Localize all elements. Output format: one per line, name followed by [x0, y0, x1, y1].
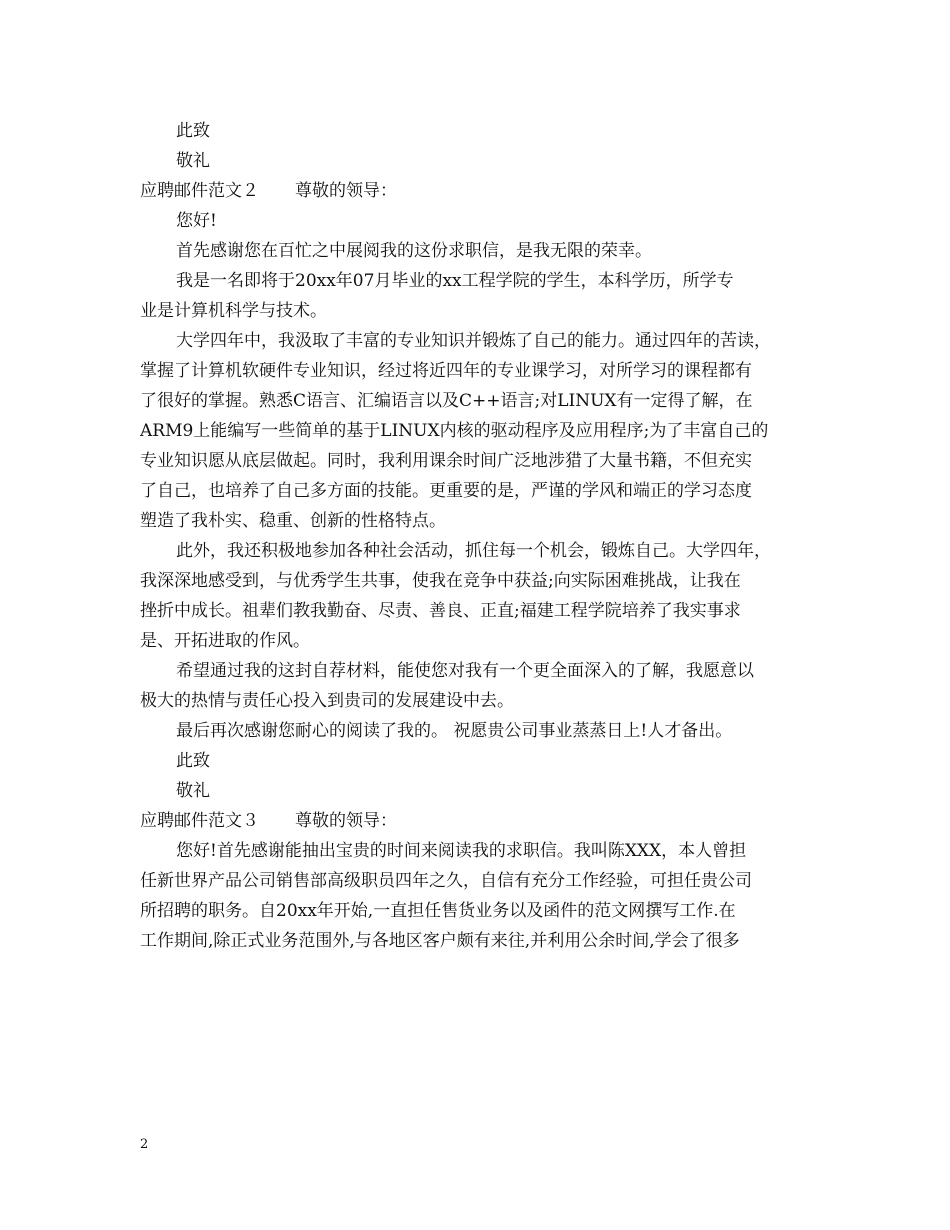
text-line: 塑造了我朴实、稳重、创新的性格特点。	[140, 511, 446, 531]
text-line: 了很好的掌握。熟悉C语言、汇编语言以及C++语言;对LINUX有一定得了解，在	[140, 391, 753, 411]
text-line: 挫折中成长。祖辈们教我勤奋、尽责、善良、正直;福建工程学院培养了我实事求	[140, 601, 741, 621]
text-line: 专业知识愿从底层做起。同时，我利用课余时间广泛地涉猎了大量书籍，不但充实	[140, 451, 752, 471]
salutation: 尊敬的领导：	[295, 181, 397, 201]
document-body	[140, 116, 820, 956]
text-line: 极大的热情与责任心投入到贵司的发展建设中去。	[140, 691, 514, 711]
text-line: 此外，我还积极地参加各种社会活动，抓住每一个机会，锻炼自己。大学四年，	[176, 541, 771, 561]
text-line: 希望通过我的这封自荐材料，能使您对我有一个更全面深入的了解，我愿意以	[176, 661, 754, 681]
text-line: 此致	[176, 751, 210, 771]
text-line: ARM9上能编写一些简单的基于LINUX内核的驱动程序及应用程序;为了丰富自己的	[140, 421, 769, 441]
section-title: 应聘邮件范文３	[140, 811, 259, 831]
text-line: 敬礼	[176, 781, 210, 801]
text-line: 工作期间,除正式业务范围外,与各地区客户颇有来往,并利用公余时间,学会了很多	[140, 931, 740, 951]
text-line: 业是计算机科学与技术。	[140, 301, 327, 321]
text-line: 了自己，也培养了自己多方面的技能。更重要的是，严谨的学风和端正的学习态度	[140, 481, 752, 501]
text-line: 敬礼	[176, 151, 210, 171]
section-heading	[140, 806, 820, 836]
text-line: 所招聘的职务。自20xx年开始,一直担任售货业务以及函件的范文网撰写工作.在	[140, 901, 736, 921]
text-line: 我是一名即将于20xx年07月毕业的xx工程学院的学生，本科学历，所学专	[176, 271, 734, 291]
text-line: 大学四年中，我汲取了丰富的专业知识并锻炼了自己的能力。通过四年的苦读，	[176, 331, 771, 351]
text-line: 我深深地感受到，与优秀学生共事，使我在竞争中获益;向实际困难挑战，让我在	[140, 571, 741, 591]
text-line: 您好!首先感谢能抽出宝贵的时间来阅读我的求职信。我叫陈XXX，本人曾担	[176, 841, 747, 861]
page-number: 2	[140, 1137, 149, 1152]
text-line: 最后再次感谢您耐心的阅读了我的。 祝愿贵公司事业蒸蒸日上!人才备出。	[176, 721, 733, 741]
section-title: 应聘邮件范文２	[140, 181, 259, 201]
text-line: 首先感谢您在百忙之中展阅我的这份求职信，是我无限的荣幸。	[176, 241, 652, 261]
salutation: 尊敬的领导：	[295, 811, 397, 831]
text-line: 掌握了计算机软硬件专业知识，经过将近四年的专业课学习，对所学习的课程都有	[140, 361, 752, 381]
text-line: 您好!	[176, 211, 217, 231]
section-heading	[140, 176, 820, 206]
text-line: 是、开拓进取的作风。	[140, 631, 310, 651]
text-line: 此致	[176, 121, 210, 141]
text-line: 任新世界产品公司销售部高级职员四年之久，自信有充分工作经验，可担任贵公司	[140, 871, 752, 891]
